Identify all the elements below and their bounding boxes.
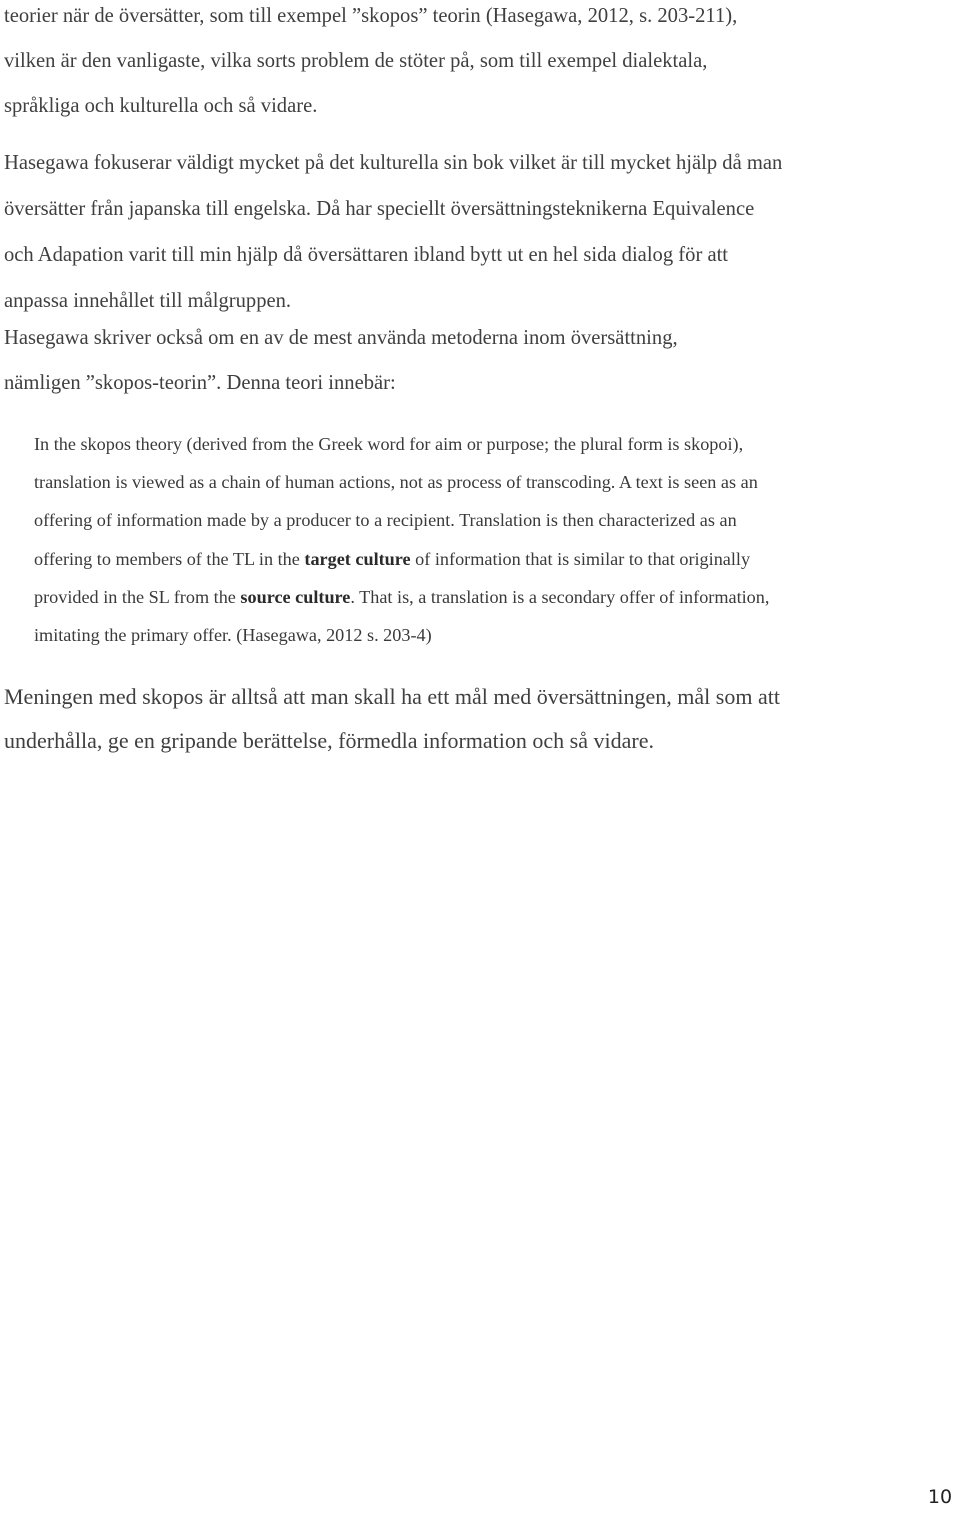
paragraph-skopos-intro	[4, 316, 956, 406]
quote-text: . That is, a translation is a secondary offer of information,	[350, 586, 770, 607]
quote-text: provided in the SL from the	[34, 586, 241, 607]
page-number: 10	[927, 1486, 953, 1508]
paragraph-line: Hasegawa skriver också om en av de mest använda metoderna inom översättning,	[4, 327, 678, 349]
quote-text: offering to members of the TL in the	[34, 548, 305, 569]
paragraph-line: språkliga och kulturella och så vidare.	[4, 95, 318, 117]
paragraph-line: Hasegawa fokuserar väldigt mycket på det kulturella sin bok vilket är till mycket hjälp då man	[4, 152, 783, 174]
paragraph-line: vilken är den vanligaste, vilka sorts problem de stöter på, som till exempel dialektala,	[4, 50, 708, 72]
quote-line	[34, 587, 769, 607]
paragraph-line: teorier när de översätter, som till exempel ”skopos” teorin (Hasegawa, 2012, s. 203-211),	[4, 5, 738, 27]
quote-text: of information that is similar to that originally	[410, 548, 751, 569]
paragraph-conclusion	[4, 675, 956, 763]
quote-line: translation is viewed as a chain of human actions, not as process of transcoding. A text is seen as an	[34, 472, 758, 493]
quote-bold-term: source culture	[240, 586, 351, 607]
quote-line: offering of information made by a producer to a recipient. Translation is then characterized as an	[34, 510, 737, 531]
quote-line: imitating the primary offer. (Hasegawa, 2012 s. 203-4)	[34, 625, 432, 646]
block-quote	[34, 425, 944, 654]
paragraph-intro	[4, 0, 956, 129]
paragraph-hasegawa-culture	[4, 140, 959, 324]
quote-line: In the skopos theory (derived from the Greek word for aim or purpose; the plural form is skopoi),	[34, 434, 744, 454]
paragraph-line: översätter från japanska till engelska. Då har speciellt översättningsteknikerna Equivalence	[4, 198, 755, 220]
paragraph-line: och Adapation varit till min hjälp då översättaren ibland bytt ut en hel sida dialog för att	[4, 244, 729, 266]
quote-bold-term: target culture	[304, 548, 411, 569]
paragraph-line: nämligen ”skopos-teorin”. Denna teori innebär:	[4, 372, 396, 394]
paragraph-line: anpassa innehållet till målgruppen.	[4, 290, 292, 312]
paragraph-line: underhålla, ge en gripande berättelse, förmedla information och så vidare.	[4, 728, 654, 753]
paragraph-line: Meningen med skopos är alltså att man skall ha ett mål med översättningen, mål som att	[4, 684, 780, 709]
quote-line	[34, 549, 750, 569]
